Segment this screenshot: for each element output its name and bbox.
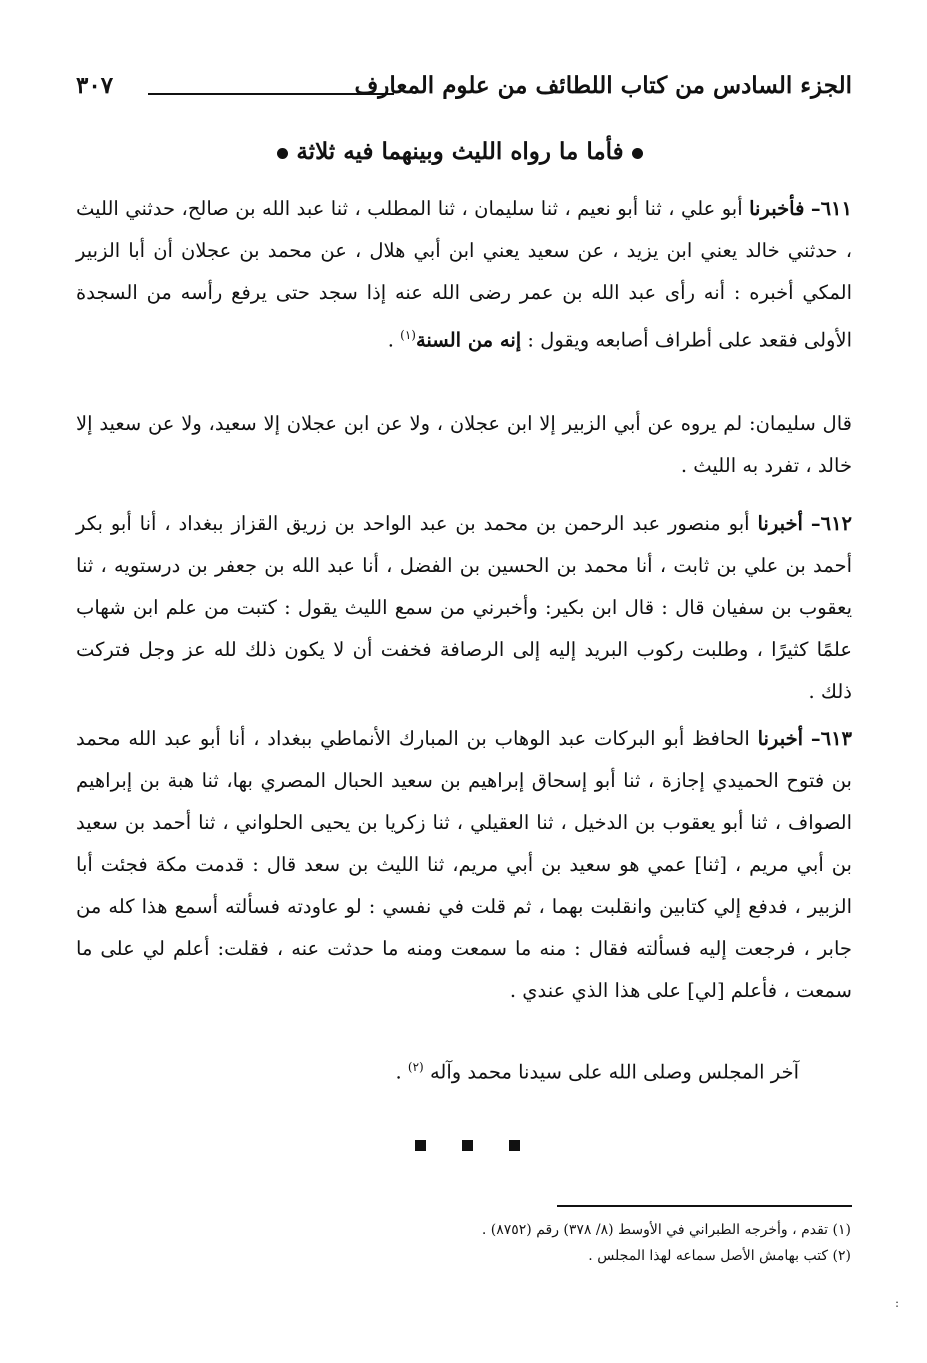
square-icon (509, 1140, 520, 1151)
section-heading (250, 138, 670, 165)
section-heading-text: فأما ما رواه الليث وبينهما فيه ثلاثة (296, 138, 624, 165)
hadith-number: ٦١٣– (810, 727, 853, 750)
commentary-paragraph: قال سليمان: لم يروه عن أبي الزبير إلا ابن عجلان ، ولا عن ابن عجلان إلا سعيد، ولا عن سعيد إلا خالد ، تفرد به الليث . (76, 412, 852, 477)
bullet-icon (277, 148, 288, 159)
hadith-quote: إنه من السنة (415, 328, 522, 352)
hadith-612 (76, 503, 852, 713)
footnotes (351, 1217, 851, 1269)
section-ornament (415, 1140, 525, 1152)
margin-mark: : (895, 1296, 900, 1310)
hadith-611 (76, 188, 852, 362)
footnote-ref: (١) (400, 328, 416, 342)
hadith-end: . (387, 328, 401, 352)
hadith-number: ٦١٢– (810, 512, 853, 535)
hadith-opening: فأخبرنا (749, 197, 805, 220)
footnote-rule (557, 1205, 852, 1207)
closing-line (396, 1060, 800, 1084)
hadith-text: أبو علي ، ثنا أبو نعيم ، ثنا سليمان ، ثنا المطلب ، ثنا عبد الله بن صالح، حدثني الليث ، حدثني خالد يعني ابن يزيد ، عن سعيد يعني ابن أبي هلال ، عن محمد بن عجلان أن أبا الزبير المكي أخبره : أنه رأى عبد الله بن عمر رضى الله عنه إذا سجد حتى يرفع رأسه من السجدة الأولى فقعد على أطراف أصابعه ويقول : (76, 197, 852, 352)
square-icon (462, 1140, 473, 1151)
hadith-text: أبو منصور عبد الرحمن بن محمد بن عبد الواحد بن زريق القزاز ببغداد ، أنا أبو بكر أحمد بن علي بن ثابت ، أنا محمد بن الحسين بن الفضل ، أنا عبد الله بن جعفر بن درستويه ، ثنا يعقوب بن سفيان قال : قال ابن بكير: وأخبرني من سمع الليث يقول : كتبت من علم ابن شهاب علمًا كثيرًا ، وطلبت ركوب البريد إليه إلى الرصافة فخفت أن لا يكون ذلك لله عز وجل فتركت ذلك . (76, 512, 852, 703)
footnote-ref: (٢) (407, 1060, 424, 1074)
footnote-2: (٢) كتب بهامش الأصل سماعه لهذا المجلس . (588, 1248, 851, 1264)
hadith-opening: أخبرنا (757, 512, 803, 535)
page-number: ٣٠٧ (76, 72, 114, 99)
footnote-1: (١) تقدم ، وأخرجه الطبراني في الأوسط (٨/ ٣٧٨) رقم (٨٧٥٢) . (481, 1222, 851, 1238)
hadith-613 (76, 718, 852, 1012)
running-title: الجزء السادس من كتاب اللطائف من علوم المعارف (354, 72, 852, 99)
closing-text: آخر المجلس وصلى الله على سيدنا محمد وآله (429, 1060, 799, 1084)
running-header (76, 72, 852, 112)
square-icon (415, 1140, 426, 1151)
hadith-text: الحافظ أبو البركات عبد الوهاب بن المبارك الأنماطي ببغداد ، أنا أبو عبد الله محمد بن فتوح الحميدي إجازة ، ثنا أبو إسحاق إبراهيم بن سعيد الحبال المصري بها، ثنا هبة بن إبراهيم الصواف ، ثنا أبو يعقوب بن الدخيل ، ثنا العقيلي ، ثنا زكريا بن يحيى الحلواني ، ثنا أحمد بن سعيد بن أبي مريم ، [ثنا] عمي هو سعيد بن أبي مريم، ثنا الليث بن سعد قال : قدمت مكة فجئت أبا الزبير ، فدفع إلي كتابين وانقلبت بهما ، ثم قلت في نفسي : لو عاودته فسألته أسمع هذا كله من جابر ، فرجعت إليه فسألته فقال : منه ما سمعت ومنه ما حدثت عنه ، فقلت: أعلم لي على ما سمعت ، فأعلم [لي] على هذا الذي عندي . (76, 727, 852, 1002)
bullet-icon (632, 148, 643, 159)
hadith-number: ٦١١– (810, 197, 852, 220)
closing-end: . (395, 1060, 408, 1084)
hadith-opening: أخبرنا (757, 727, 804, 750)
